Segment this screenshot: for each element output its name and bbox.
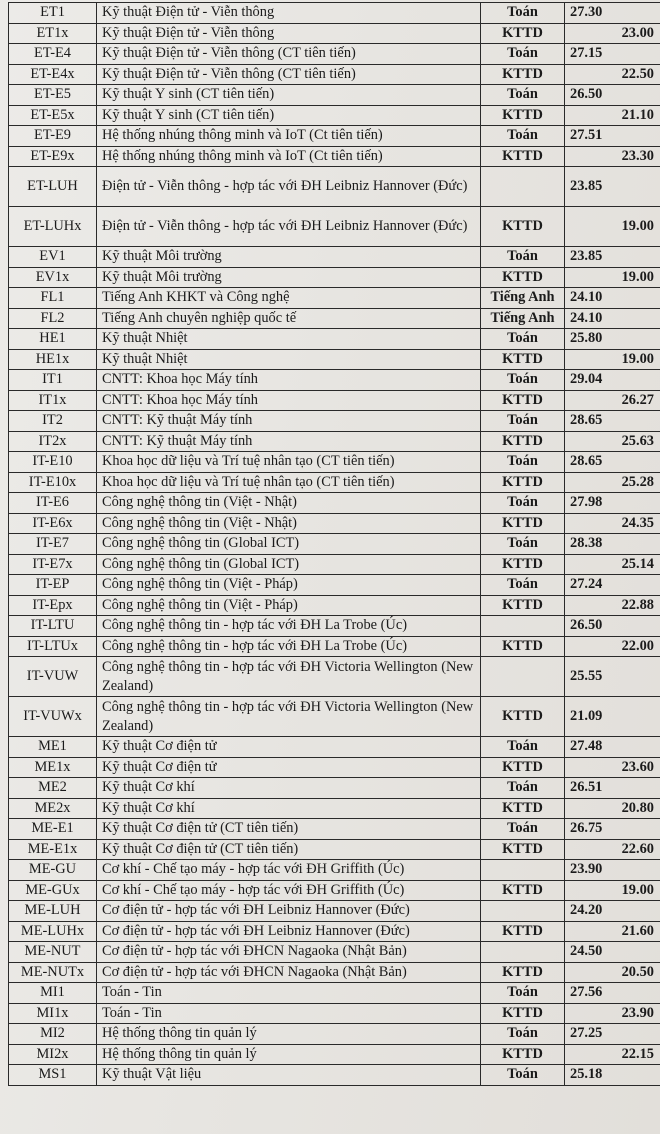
table-row — [9, 819, 660, 840]
major-code-cell: ME-NUTx — [9, 962, 97, 983]
major-code-cell: IT-E7 — [9, 534, 97, 555]
major-code-cell: MI1x — [9, 1003, 97, 1024]
major-code-cell: ME-LUHx — [9, 921, 97, 942]
table-row — [9, 616, 660, 637]
major-name-cell: Kỹ thuật Nhiệt — [97, 329, 481, 350]
subject-cell: KTTD — [481, 1003, 565, 1024]
major-name-cell: Kỹ thuật Y sinh (CT tiên tiến) — [97, 105, 481, 126]
subject-cell — [481, 901, 565, 922]
table-row — [9, 942, 660, 963]
score-cell: 19.00 — [565, 267, 660, 288]
major-name-cell: Tiếng Anh KHKT và Công nghệ — [97, 288, 481, 309]
score-cell: 23.30 — [565, 146, 660, 167]
score-cell: 27.24 — [565, 575, 660, 596]
major-name-cell: Tiếng Anh chuyên nghiệp quốc tế — [97, 308, 481, 329]
subject-cell: Toán — [481, 85, 565, 106]
major-name-cell: CNTT: Khoa học Máy tính — [97, 370, 481, 391]
subject-cell: KTTD — [481, 636, 565, 657]
major-name-cell: Công nghệ thông tin (Việt - Nhật) — [97, 493, 481, 514]
admission-scores-table — [8, 2, 660, 1086]
subject-cell: KTTD — [481, 472, 565, 493]
score-cell: 24.35 — [565, 513, 660, 534]
score-cell: 28.38 — [565, 534, 660, 555]
score-cell: 25.63 — [565, 431, 660, 452]
major-code-cell: MI2x — [9, 1044, 97, 1065]
subject-cell: Toán — [481, 575, 565, 596]
major-name-cell: Cơ điện tử - hợp tác với ĐH Leibniz Hannover (Đức) — [97, 901, 481, 922]
table-row — [9, 267, 660, 288]
subject-cell — [481, 657, 565, 697]
major-name-cell: Công nghệ thông tin - hợp tác với ĐH La Trobe (Úc) — [97, 636, 481, 657]
major-code-cell: EV1 — [9, 247, 97, 268]
major-name-cell: Khoa học dữ liệu và Trí tuệ nhân tạo (CT tiên tiến) — [97, 452, 481, 473]
major-code-cell: ME-LUH — [9, 901, 97, 922]
subject-cell: KTTD — [481, 64, 565, 85]
score-cell: 29.04 — [565, 370, 660, 391]
table-row — [9, 1065, 660, 1086]
table-row — [9, 146, 660, 167]
table-row — [9, 737, 660, 758]
subject-cell — [481, 167, 565, 207]
subject-cell: KTTD — [481, 513, 565, 534]
score-cell: 25.28 — [565, 472, 660, 493]
major-name-cell: CNTT: Kỹ thuật Máy tính — [97, 431, 481, 452]
major-name-cell: CNTT: Kỹ thuật Máy tính — [97, 411, 481, 432]
table-row — [9, 126, 660, 147]
major-code-cell: IT-E6x — [9, 513, 97, 534]
major-name-cell: Kỹ thuật Y sinh (CT tiên tiến) — [97, 85, 481, 106]
table-row — [9, 431, 660, 452]
subject-cell: Toán — [481, 126, 565, 147]
major-code-cell: IT2 — [9, 411, 97, 432]
major-code-cell: ET-LUHx — [9, 207, 97, 247]
table-row — [9, 411, 660, 432]
score-cell: 27.56 — [565, 983, 660, 1004]
subject-cell: KTTD — [481, 431, 565, 452]
major-code-cell: HE1 — [9, 329, 97, 350]
major-name-cell: Kỹ thuật Điện tử - Viễn thông (CT tiên tiến) — [97, 44, 481, 65]
major-code-cell: ME-E1x — [9, 839, 97, 860]
major-name-cell: Hệ thống thông tin quản lý — [97, 1024, 481, 1045]
major-name-cell: Cơ điện tử - hợp tác với ĐH Leibniz Hannover (Đức) — [97, 921, 481, 942]
subject-cell: KTTD — [481, 798, 565, 819]
subject-cell: KTTD — [481, 349, 565, 370]
score-cell: 27.30 — [565, 3, 660, 24]
score-cell: 28.65 — [565, 411, 660, 432]
score-cell: 25.14 — [565, 554, 660, 575]
major-code-cell: IT-VUW — [9, 657, 97, 697]
major-code-cell: IT-E10 — [9, 452, 97, 473]
major-code-cell: MI2 — [9, 1024, 97, 1045]
subject-cell: Toán — [481, 411, 565, 432]
table-row — [9, 247, 660, 268]
score-cell: 21.60 — [565, 921, 660, 942]
subject-cell: Tiếng Anh — [481, 288, 565, 309]
subject-cell: KTTD — [481, 839, 565, 860]
major-name-cell: Kỹ thuật Môi trường — [97, 247, 481, 268]
major-code-cell: IT-E6 — [9, 493, 97, 514]
major-code-cell: MS1 — [9, 1065, 97, 1086]
table-row — [9, 962, 660, 983]
score-cell: 19.00 — [565, 349, 660, 370]
subject-cell: KTTD — [481, 267, 565, 288]
score-cell: 27.98 — [565, 493, 660, 514]
major-code-cell: ET-E9x — [9, 146, 97, 167]
score-cell: 23.00 — [565, 23, 660, 44]
major-name-cell: Kỹ thuật Điện tử - Viễn thông — [97, 3, 481, 24]
subject-cell: Tiếng Anh — [481, 308, 565, 329]
score-cell: 19.00 — [565, 880, 660, 901]
table-row — [9, 921, 660, 942]
major-code-cell: ME-GUx — [9, 880, 97, 901]
score-cell: 22.00 — [565, 636, 660, 657]
table-row — [9, 349, 660, 370]
subject-cell — [481, 942, 565, 963]
score-cell: 25.80 — [565, 329, 660, 350]
major-name-cell: Toán - Tin — [97, 983, 481, 1004]
table-row — [9, 64, 660, 85]
major-name-cell: Kỹ thuật Cơ điện tử (CT tiên tiến) — [97, 839, 481, 860]
major-name-cell: Công nghệ thông tin - hợp tác với ĐH Victoria Wellington (New Zealand) — [97, 657, 481, 697]
subject-cell: Toán — [481, 1065, 565, 1086]
major-name-cell: Kỹ thuật Điện tử - Viễn thông (CT tiên tiến) — [97, 64, 481, 85]
major-code-cell: ET-LUH — [9, 167, 97, 207]
score-cell: 24.10 — [565, 288, 660, 309]
score-cell: 27.25 — [565, 1024, 660, 1045]
major-name-cell: Công nghệ thông tin - hợp tác với ĐH La Trobe (Úc) — [97, 616, 481, 637]
major-code-cell: IT-EP — [9, 575, 97, 596]
table-row — [9, 880, 660, 901]
major-code-cell: IT-LTU — [9, 616, 97, 637]
major-code-cell: ET-E4x — [9, 64, 97, 85]
table-row — [9, 798, 660, 819]
table-row — [9, 472, 660, 493]
major-code-cell: ME1x — [9, 757, 97, 778]
table-row — [9, 513, 660, 534]
subject-cell: KTTD — [481, 23, 565, 44]
major-name-cell: Cơ điện tử - hợp tác với ĐHCN Nagaoka (Nhật Bản) — [97, 962, 481, 983]
major-name-cell: Kỹ thuật Điện tử - Viễn thông — [97, 23, 481, 44]
table-row — [9, 657, 660, 697]
subject-cell: KTTD — [481, 962, 565, 983]
score-cell: 23.85 — [565, 167, 660, 207]
table-row — [9, 329, 660, 350]
subject-cell: KTTD — [481, 757, 565, 778]
table-row — [9, 23, 660, 44]
table-row — [9, 575, 660, 596]
major-name-cell: Công nghệ thông tin (Việt - Nhật) — [97, 513, 481, 534]
subject-cell: KTTD — [481, 105, 565, 126]
subject-cell: KTTD — [481, 207, 565, 247]
major-name-cell: Kỹ thuật Cơ khí — [97, 778, 481, 799]
major-code-cell: IT-LTUx — [9, 636, 97, 657]
subject-cell: Toán — [481, 3, 565, 24]
major-name-cell: Công nghệ thông tin (Global ICT) — [97, 554, 481, 575]
major-code-cell: EV1x — [9, 267, 97, 288]
major-code-cell: HE1x — [9, 349, 97, 370]
major-name-cell: Hệ thống nhúng thông minh và IoT (Ct tiên tiến) — [97, 146, 481, 167]
major-code-cell: ME2x — [9, 798, 97, 819]
table-row — [9, 85, 660, 106]
table-row — [9, 554, 660, 575]
table-row — [9, 778, 660, 799]
major-code-cell: ET-E5 — [9, 85, 97, 106]
major-code-cell: ME-GU — [9, 860, 97, 881]
table-row — [9, 105, 660, 126]
major-code-cell: IT2x — [9, 431, 97, 452]
major-name-cell: Toán - Tin — [97, 1003, 481, 1024]
major-name-cell: Điện tử - Viễn thông - hợp tác với ĐH Leibniz Hannover (Đức) — [97, 167, 481, 207]
table-row — [9, 44, 660, 65]
major-code-cell: IT1x — [9, 390, 97, 411]
major-code-cell: FL2 — [9, 308, 97, 329]
score-cell: 22.88 — [565, 595, 660, 616]
subject-cell: Toán — [481, 737, 565, 758]
major-code-cell: IT-E7x — [9, 554, 97, 575]
major-name-cell: Công nghệ thông tin (Việt - Pháp) — [97, 575, 481, 596]
subject-cell: Toán — [481, 819, 565, 840]
subject-cell — [481, 860, 565, 881]
table-row — [9, 452, 660, 473]
subject-cell: Toán — [481, 452, 565, 473]
score-cell: 20.80 — [565, 798, 660, 819]
table-row — [9, 493, 660, 514]
score-cell: 24.20 — [565, 901, 660, 922]
score-cell: 23.85 — [565, 247, 660, 268]
score-cell: 27.51 — [565, 126, 660, 147]
score-cell: 22.50 — [565, 64, 660, 85]
table-row — [9, 839, 660, 860]
subject-cell: KTTD — [481, 921, 565, 942]
major-name-cell: Công nghệ thông tin - hợp tác với ĐH Victoria Wellington (New Zealand) — [97, 697, 481, 737]
major-code-cell: IT1 — [9, 370, 97, 391]
major-name-cell: Điện tử - Viễn thông - hợp tác với ĐH Leibniz Hannover (Đức) — [97, 207, 481, 247]
major-name-cell: Công nghệ thông tin (Việt - Pháp) — [97, 595, 481, 616]
score-cell: 23.90 — [565, 860, 660, 881]
table-row — [9, 697, 660, 737]
subject-cell: Toán — [481, 983, 565, 1004]
table-row — [9, 534, 660, 555]
score-cell: 23.90 — [565, 1003, 660, 1024]
score-cell: 24.50 — [565, 942, 660, 963]
subject-cell: Toán — [481, 370, 565, 391]
table-row — [9, 860, 660, 881]
major-name-cell: Kỹ thuật Nhiệt — [97, 349, 481, 370]
major-code-cell: MI1 — [9, 983, 97, 1004]
score-cell: 22.60 — [565, 839, 660, 860]
subject-cell: KTTD — [481, 697, 565, 737]
score-cell: 21.09 — [565, 697, 660, 737]
subject-cell — [481, 616, 565, 637]
major-name-cell: Kỹ thuật Cơ điện tử — [97, 737, 481, 758]
major-code-cell: IT-VUWx — [9, 697, 97, 737]
subject-cell: Toán — [481, 778, 565, 799]
major-code-cell: ME1 — [9, 737, 97, 758]
score-cell: 28.65 — [565, 452, 660, 473]
table-row — [9, 390, 660, 411]
score-cell: 21.10 — [565, 105, 660, 126]
major-code-cell: IT-E10x — [9, 472, 97, 493]
major-name-cell: Cơ khí - Chế tạo máy - hợp tác với ĐH Griffith (Úc) — [97, 880, 481, 901]
subject-cell: KTTD — [481, 390, 565, 411]
subject-cell: KTTD — [481, 880, 565, 901]
score-cell: 26.75 — [565, 819, 660, 840]
major-code-cell: FL1 — [9, 288, 97, 309]
major-code-cell: ET1x — [9, 23, 97, 44]
table-row — [9, 636, 660, 657]
score-cell: 19.00 — [565, 207, 660, 247]
table-body — [9, 3, 660, 1086]
major-code-cell: ME-NUT — [9, 942, 97, 963]
table-row — [9, 1024, 660, 1045]
score-cell: 27.15 — [565, 44, 660, 65]
major-name-cell: Khoa học dữ liệu và Trí tuệ nhân tạo (CT tiên tiến) — [97, 472, 481, 493]
score-cell: 20.50 — [565, 962, 660, 983]
major-code-cell: IT-Epx — [9, 595, 97, 616]
table-row — [9, 207, 660, 247]
subject-cell: Toán — [481, 44, 565, 65]
subject-cell: KTTD — [481, 1044, 565, 1065]
table-row — [9, 1003, 660, 1024]
subject-cell: KTTD — [481, 554, 565, 575]
major-name-cell: Công nghệ thông tin (Global ICT) — [97, 534, 481, 555]
score-cell: 23.60 — [565, 757, 660, 778]
subject-cell: KTTD — [481, 595, 565, 616]
score-cell: 26.51 — [565, 778, 660, 799]
major-name-cell: Kỹ thuật Cơ điện tử (CT tiên tiến) — [97, 819, 481, 840]
subject-cell: Toán — [481, 1024, 565, 1045]
major-name-cell: Kỹ thuật Cơ khí — [97, 798, 481, 819]
major-code-cell: ET-E9 — [9, 126, 97, 147]
score-cell: 26.50 — [565, 616, 660, 637]
table-row — [9, 901, 660, 922]
major-name-cell: Kỹ thuật Vật liệu — [97, 1065, 481, 1086]
table-row — [9, 1044, 660, 1065]
major-code-cell: ET1 — [9, 3, 97, 24]
table-row — [9, 370, 660, 391]
major-name-cell: CNTT: Khoa học Máy tính — [97, 390, 481, 411]
major-code-cell: ET-E5x — [9, 105, 97, 126]
score-cell: 26.27 — [565, 390, 660, 411]
score-cell: 26.50 — [565, 85, 660, 106]
score-cell: 25.55 — [565, 657, 660, 697]
table-row — [9, 167, 660, 207]
major-name-cell: Kỹ thuật Cơ điện tử — [97, 757, 481, 778]
table-row — [9, 288, 660, 309]
major-name-cell: Hệ thống thông tin quản lý — [97, 1044, 481, 1065]
major-name-cell: Kỹ thuật Môi trường — [97, 267, 481, 288]
table-row — [9, 3, 660, 24]
major-code-cell: ET-E4 — [9, 44, 97, 65]
table-row — [9, 595, 660, 616]
table-row — [9, 757, 660, 778]
table-row — [9, 308, 660, 329]
major-name-cell: Hệ thống nhúng thông minh và IoT (Ct tiên tiến) — [97, 126, 481, 147]
major-name-cell: Cơ điện tử - hợp tác với ĐHCN Nagaoka (Nhật Bản) — [97, 942, 481, 963]
table-row — [9, 983, 660, 1004]
major-code-cell: ME2 — [9, 778, 97, 799]
subject-cell: Toán — [481, 247, 565, 268]
subject-cell: Toán — [481, 329, 565, 350]
major-code-cell: ME-E1 — [9, 819, 97, 840]
score-cell: 22.15 — [565, 1044, 660, 1065]
subject-cell: Toán — [481, 534, 565, 555]
subject-cell: Toán — [481, 493, 565, 514]
score-cell: 27.48 — [565, 737, 660, 758]
subject-cell: KTTD — [481, 146, 565, 167]
score-cell: 24.10 — [565, 308, 660, 329]
major-name-cell: Cơ khí - Chế tạo máy - hợp tác với ĐH Griffith (Úc) — [97, 860, 481, 881]
score-cell: 25.18 — [565, 1065, 660, 1086]
